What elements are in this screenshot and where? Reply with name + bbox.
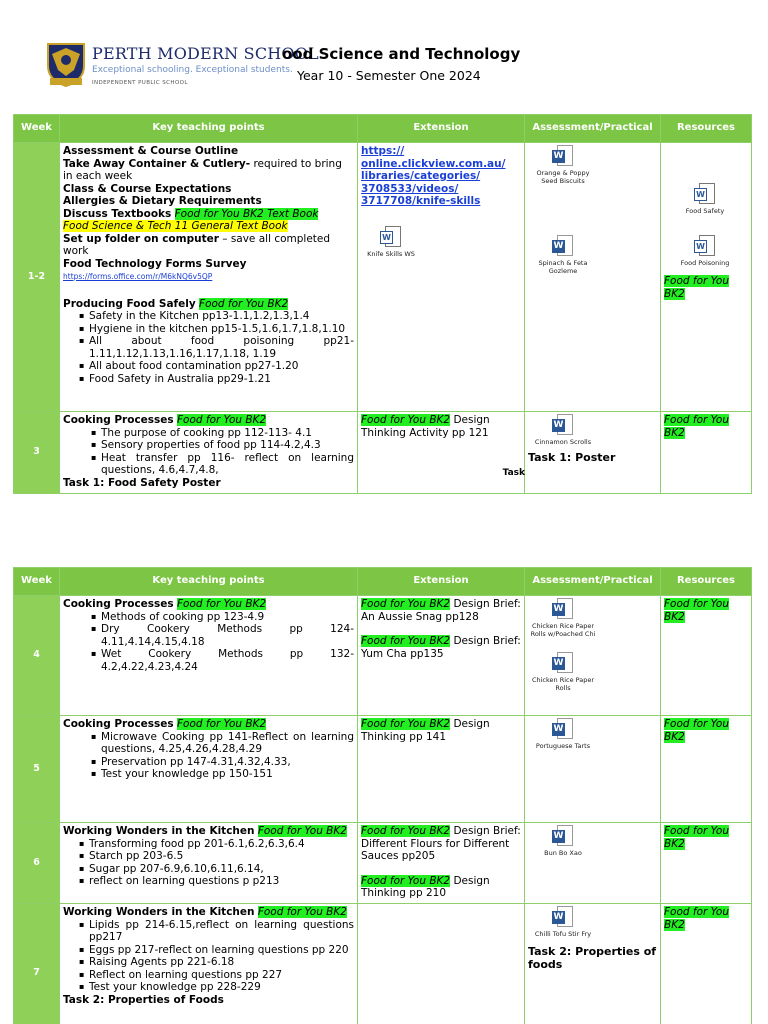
list-item: ▪ Eggs pp 217-reflect on learning questions pp 220 bbox=[79, 944, 354, 957]
assessment-task-label: Task 1: Poster bbox=[528, 451, 616, 464]
list-item: ▪ Starch pp 203-6.5 bbox=[79, 850, 354, 863]
school-tagline: Exceptional schooling. Exceptional students. bbox=[92, 65, 293, 75]
list-item: ▪ Safety in the Kitchen pp13-1.1,1.2,1.3,1.4 bbox=[79, 310, 354, 323]
key-line: Food for You BK2 Design Thinking pp 210 bbox=[361, 874, 490, 899]
assessment-task-label: Task 2: Properties of foods bbox=[528, 945, 657, 971]
header-key-points: Key teaching points bbox=[60, 115, 358, 143]
extension-cell bbox=[358, 412, 525, 494]
key-points-cell bbox=[60, 412, 358, 494]
recipe-document[interactable]: W Bun Bo Xao bbox=[528, 825, 598, 857]
list-item: ▪ reflect on learning questions p p213 bbox=[79, 875, 354, 888]
week-cell: 4 bbox=[14, 596, 60, 716]
knife-skills-link[interactable]: https:// online.clickview.com.au/ libraries/categories/ 3708533/videos/ 3717708/knife-skills bbox=[361, 145, 506, 207]
header-resources: Resources bbox=[661, 115, 752, 143]
table-row bbox=[14, 412, 752, 494]
list-item: ▪ All about food contamination pp27-1.20 bbox=[79, 360, 354, 373]
resource-document[interactable]: W Food Safety bbox=[664, 183, 746, 215]
recipe-document[interactable]: W Orange & Poppy Seed Biscuits bbox=[528, 145, 598, 185]
key-points-cell bbox=[60, 716, 358, 823]
word-document-icon: W bbox=[552, 414, 574, 436]
task-label: Task 2: Properties of Foods bbox=[63, 993, 224, 1006]
key-points-cell bbox=[60, 823, 358, 904]
header-resources: Resources bbox=[661, 568, 752, 596]
textbook-ref: Food for You BK2 bbox=[664, 275, 730, 300]
key-line: Set up folder on computer – save all completed work bbox=[63, 232, 331, 257]
table-row bbox=[14, 596, 752, 716]
resources-cell bbox=[661, 904, 752, 1024]
list-item: ▪ Microwave Cooking pp 141-Reflect on learning questions, 4.25,4.26,4.28,4.29 bbox=[91, 731, 354, 756]
list-item: ▪ Lipids pp 214-6.15,reflect on learning questions pp217 bbox=[79, 919, 354, 944]
recipe-document[interactable]: W Chicken Rice Paper Rolls w/Poached Chi bbox=[528, 598, 598, 638]
week-cell: 6 bbox=[14, 823, 60, 904]
key-line: Food for You BK2 Design Brief: Yum Cha pp135 bbox=[361, 635, 521, 660]
key-line: Working Wonders in the Kitchen Food for You BK2 bbox=[63, 906, 347, 918]
key-points-cell bbox=[60, 143, 358, 412]
task-label: Task 1: Food Safety Poster bbox=[63, 476, 221, 489]
key-line: Class & Course Expectations bbox=[63, 182, 232, 195]
table-header-row bbox=[14, 115, 752, 143]
list-item: ▪ Transforming food pp 201-6.1,6.2,6.3,6.4 bbox=[79, 838, 354, 851]
key-line: Discuss Textbooks Food for You BK2 Text Book bbox=[63, 207, 319, 220]
table-row bbox=[14, 823, 752, 904]
week-cell: 3 bbox=[14, 412, 60, 494]
key-points-cell bbox=[60, 904, 358, 1024]
page-header bbox=[0, 0, 768, 110]
knife-skills-document[interactable]: W Knife Skills WS bbox=[361, 226, 421, 258]
school-logo bbox=[44, 40, 319, 90]
document-title: ood Science and Technology bbox=[282, 45, 521, 63]
bullet-list bbox=[63, 919, 354, 994]
word-document-icon: W bbox=[552, 825, 574, 847]
list-item: ▪ Raising Agents pp 221-6.18 bbox=[79, 956, 354, 969]
word-document-icon: W bbox=[552, 145, 574, 167]
key-line: Cooking Processes Food for You BK2 bbox=[63, 718, 267, 730]
key-line: Food Science & Tech 11 General Text Book bbox=[63, 220, 288, 232]
extension-cell bbox=[358, 596, 525, 716]
word-document-icon: W bbox=[380, 226, 402, 248]
textbook-ref: Food for You BK2 bbox=[664, 825, 730, 850]
word-document-icon: W bbox=[552, 235, 574, 257]
table-row bbox=[14, 716, 752, 823]
school-crest-icon bbox=[44, 40, 88, 88]
list-item: ▪ Test your knowledge pp 150-151 bbox=[91, 768, 354, 781]
bullet-list bbox=[63, 731, 354, 781]
header-week: Week bbox=[14, 115, 60, 143]
word-document-icon: W bbox=[552, 718, 574, 740]
recipe-document[interactable]: W Chicken Rice Paper Rolls bbox=[528, 652, 598, 692]
list-item: ▪ Food Safety in Australia pp29-1.21 bbox=[79, 373, 354, 386]
bullet-list bbox=[63, 427, 354, 477]
key-line: Food for You BK2 Design Brief: Different Flours for Different Sauces pp205 bbox=[361, 825, 521, 862]
table-row bbox=[14, 904, 752, 1024]
word-document-icon: W bbox=[552, 652, 574, 674]
resource-document[interactable]: W Food Poisoning bbox=[664, 235, 746, 267]
key-line: Working Wonders in the Kitchen Food for You BK2 bbox=[63, 825, 347, 837]
assessment-cell bbox=[525, 596, 661, 716]
bullet-list bbox=[63, 310, 354, 385]
resources-cell bbox=[661, 823, 752, 904]
assessment-cell bbox=[525, 716, 661, 823]
week-cell: 7 bbox=[14, 904, 60, 1024]
key-line: Food for You BK2 Design Thinking Activity pp 121 bbox=[361, 414, 490, 439]
header-key-points: Key teaching points bbox=[60, 568, 358, 596]
textbook-ref: Food for You BK2 bbox=[664, 718, 730, 743]
recipe-document[interactable]: W Chilli Tofu Stir Fry bbox=[528, 906, 598, 938]
header-week: Week bbox=[14, 568, 60, 596]
list-item: ▪ The purpose of cooking pp 112-113- 4.1 bbox=[91, 427, 354, 440]
textbook-ref: Food for You BK2 bbox=[664, 906, 730, 931]
key-line: Assessment & Course Outline bbox=[63, 145, 239, 157]
key-line: Food for You BK2 Design Thinking pp 141 bbox=[361, 718, 490, 743]
extension-cell bbox=[358, 143, 525, 412]
task-label: Task bbox=[502, 467, 525, 478]
list-item: ▪ All about food poisoning pp21- 1.11,1.12,1.13,1.16,1.17,1.18, 1.19 bbox=[79, 335, 354, 360]
key-line: Food for You BK2 Design Brief: An Aussie Snag pp128 bbox=[361, 598, 521, 623]
header-assessment: Assessment/Practical bbox=[525, 115, 661, 143]
assessment-cell bbox=[525, 143, 661, 412]
key-points-cell bbox=[60, 596, 358, 716]
bullet-list bbox=[63, 838, 354, 888]
key-line: Take Away Container & Cutlery- required to bring in each week bbox=[63, 157, 342, 182]
table-row bbox=[14, 143, 752, 412]
list-item: ▪ Sensory properties of food pp 114-4.2,4.3 bbox=[91, 439, 354, 452]
resources-cell bbox=[661, 596, 752, 716]
key-line: Cooking Processes Food for You BK2 bbox=[63, 414, 267, 426]
word-document-icon: W bbox=[694, 183, 716, 205]
list-item: ▪ Test your knowledge pp 228-229 bbox=[79, 981, 354, 994]
assessment-cell bbox=[525, 823, 661, 904]
resources-cell bbox=[661, 412, 752, 494]
week-cell: 1-2 bbox=[14, 143, 60, 412]
word-document-icon: W bbox=[552, 906, 574, 928]
header-extension: Extension bbox=[358, 115, 525, 143]
school-name: PERTH MODERN SCHOOL bbox=[92, 44, 319, 63]
program-table-2 bbox=[13, 567, 752, 1024]
recipe-document[interactable]: W Cinnamon Scrolls bbox=[528, 414, 598, 446]
textbook-ref: Food for You BK2 bbox=[664, 598, 730, 623]
program-table-1 bbox=[13, 114, 752, 494]
list-item: ▪ Methods of cooking pp 123-4.9 bbox=[91, 611, 354, 624]
document-subtitle: Year 10 - Semester One 2024 bbox=[297, 68, 481, 83]
extension-cell bbox=[358, 904, 525, 1024]
forms-survey-link[interactable]: https://forms.office.com/r/M6kNQ6v5QP bbox=[63, 272, 213, 281]
table-header-row bbox=[14, 568, 752, 596]
header-extension: Extension bbox=[358, 568, 525, 596]
list-item: ▪ Wet Cookery Methods pp 132-4.2,4.22,4.23,4.24 bbox=[91, 648, 354, 673]
resources-cell bbox=[661, 716, 752, 823]
list-item: ▪ Preservation pp 147-4.31,4.32,4.33, bbox=[91, 756, 354, 769]
list-item: ▪ Heat transfer pp 116- reflect on learning questions, 4.6,4.7,4.8, bbox=[91, 452, 354, 477]
recipe-document[interactable]: W Portuguese Tarts bbox=[528, 718, 598, 750]
list-item: ▪ Reflect on learning questions pp 227 bbox=[79, 969, 354, 982]
extension-cell bbox=[358, 823, 525, 904]
school-subtitle: INDEPENDENT PUBLIC SCHOOL bbox=[92, 80, 188, 86]
key-line: Food Technology Forms Survey bbox=[63, 257, 247, 270]
key-line: Cooking Processes Food for You BK2 bbox=[63, 598, 267, 610]
extension-cell bbox=[358, 716, 525, 823]
textbook-ref: Food for You BK2 bbox=[664, 414, 730, 439]
resources-cell bbox=[661, 143, 752, 412]
bullet-list bbox=[63, 611, 354, 674]
word-document-icon: W bbox=[552, 598, 574, 620]
key-line: Producing Food Safely Food for You BK2 bbox=[63, 297, 289, 310]
word-document-icon: W bbox=[694, 235, 716, 257]
header-assessment: Assessment/Practical bbox=[525, 568, 661, 596]
list-item: ▪ Dry Cookery Methods pp 124-4.11,4.14,4.15,4.18 bbox=[91, 623, 354, 648]
recipe-document[interactable]: W Spinach & Feta Gozleme bbox=[528, 235, 598, 275]
list-item: ▪ Sugar pp 207-6.9,6.10,6.11,6.14, bbox=[79, 863, 354, 876]
key-line: Allergies & Dietary Requirements bbox=[63, 195, 262, 207]
assessment-cell bbox=[525, 904, 661, 1024]
assessment-cell bbox=[525, 412, 661, 494]
list-item: ▪ Hygiene in the kitchen pp15-1.5,1.6,1.7,1.8,1.10 bbox=[79, 323, 354, 336]
week-cell: 5 bbox=[14, 716, 60, 823]
